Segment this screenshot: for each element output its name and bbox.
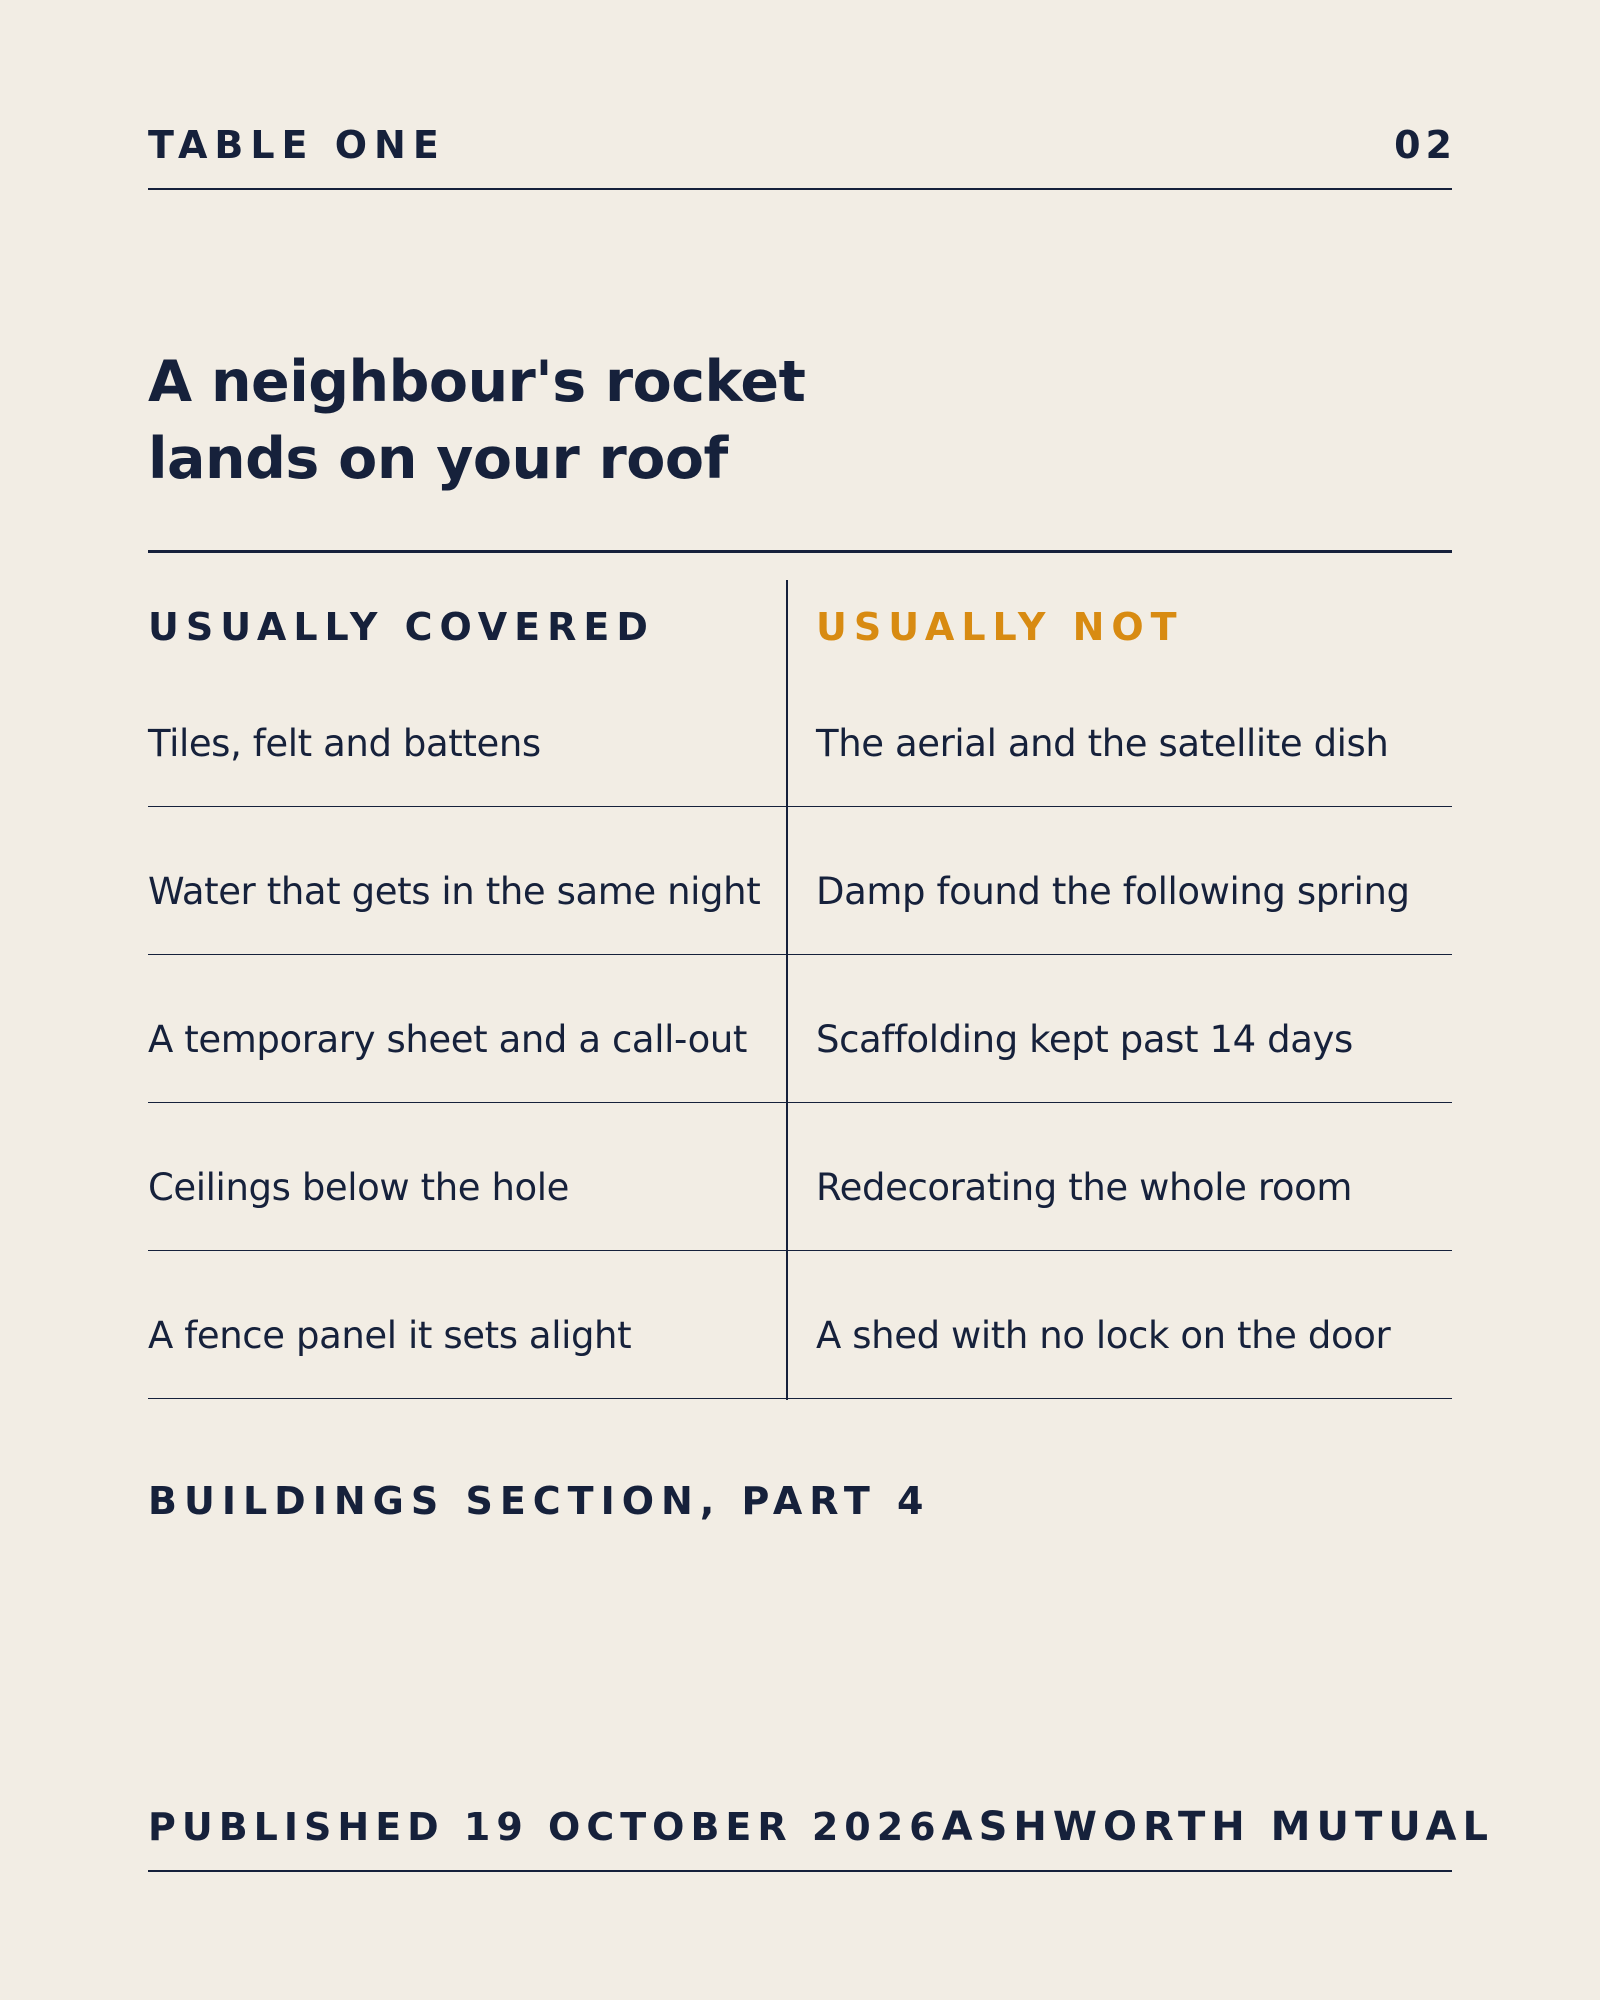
covered-cell: A temporary sheet and a call-out	[148, 1018, 748, 1061]
table-row	[148, 955, 1452, 1103]
title-divider	[148, 550, 1452, 553]
table-row	[148, 1251, 1452, 1399]
title-line-1: A neighbour's rocket	[148, 349, 806, 415]
not-covered-cell: The aerial and the satellite dish	[816, 722, 1389, 765]
page-header	[148, 120, 1457, 190]
covered-cell: A fence panel it sets alight	[148, 1314, 632, 1357]
title-line-2: lands on your roof	[148, 426, 728, 492]
table-rows	[148, 666, 1452, 1399]
covered-heading: USUALLY COVERED	[148, 605, 655, 649]
published-date: PUBLISHED 19 OCTOBER 2026	[148, 1805, 942, 1849]
covered-cell: Ceilings below the hole	[148, 1166, 570, 1209]
table-row	[148, 1103, 1452, 1251]
page-title	[148, 344, 1048, 498]
table-label: TABLE ONE	[148, 123, 446, 167]
covered-cell: Water that gets in the same night	[148, 870, 761, 913]
not-covered-cell: A shed with no lock on the door	[816, 1314, 1391, 1357]
not-covered-cell: Damp found the following spring	[816, 870, 1410, 913]
table-row	[148, 666, 1452, 807]
page-footer	[148, 1802, 1494, 1872]
page-number: 02	[1394, 123, 1457, 167]
brand-name: ASHWORTH MUTUAL	[941, 1804, 1494, 1850]
section-label: BUILDINGS SECTION, PART 4	[148, 1479, 931, 1523]
not-covered-cell: Scaffolding kept past 14 days	[816, 1018, 1353, 1061]
covered-cell: Tiles, felt and battens	[148, 722, 541, 765]
not-covered-cell: Redecorating the whole room	[816, 1166, 1352, 1209]
page	[148, 0, 1494, 2000]
table-row	[148, 807, 1452, 955]
not-covered-heading: USUALLY NOT	[816, 605, 1184, 649]
